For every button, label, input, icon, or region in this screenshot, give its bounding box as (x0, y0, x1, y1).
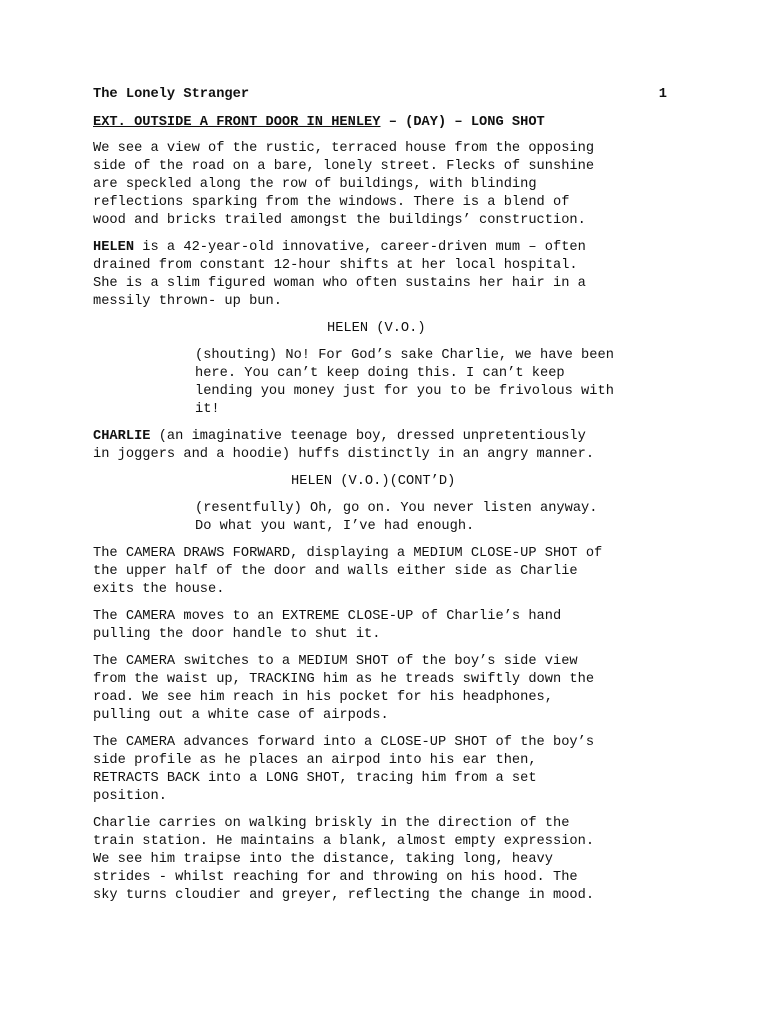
page-header (93, 86, 667, 104)
action-paragraph: Charlie carries on walking briskly in the direction of the train station. He maintains a blank, almost empty expression. We see him traipse into the distance, taking long, heavy strides - whilst reaching for and throwing on his hood. The sky turns cloudier and greyer, reflecting the change in mood. (93, 816, 595, 903)
action-paragraph: We see a view of the rustic, terraced house from the opposing side of the road on a bare, lonely street. Flecks of sunshine are speckled along the row of buildings, with blinding reflections sparking from the windows. There is a blend of wood and bricks trailed amongst the buildings’ construction. (93, 141, 595, 228)
action-paragraph: The CAMERA DRAWS FORWARD, displaying a MEDIUM CLOSE-UP SHOT of the upper half of the door and walls either side as Charlie exits the house. (93, 546, 603, 597)
character-description-helen: is a 42-year-old innovative, career-driven mum – often drained from constant 12-hour shifts at her local hospital. She is a slim figured woman who often sustains her hair in a messily thrown- up bun. (93, 240, 586, 309)
character-intro-helen (93, 239, 683, 311)
character-cue: HELEN (V.O.)(CONT’D) (291, 474, 456, 489)
dialogue-block: (shouting) No! For God’s sake Charlie, we have been here. You can’t keep doing this. I can’t keep lending you money just for you to be frivolous with it! (195, 348, 614, 417)
scene-time-shot: – (DAY) – LONG SHOT (380, 115, 545, 130)
character-intro-charlie (93, 428, 683, 464)
script-page (93, 86, 683, 914)
scene-location: EXT. OUTSIDE A FRONT DOOR IN HENLEY (93, 115, 381, 130)
action-paragraph: The CAMERA switches to a MEDIUM SHOT of the boy’s side view from the waist up, TRACKING him as he treads swiftly down the road. We see him reach in his pocket for his headphones, pulling out a white case of airpods. (93, 654, 595, 723)
character-cue: HELEN (V.O.) (327, 321, 426, 336)
scene-heading (93, 114, 683, 132)
character-name-charlie: CHARLIE (93, 429, 151, 444)
page-number: 1 (658, 87, 667, 102)
character-description-charlie: (an imaginative teenage boy, dressed unpretentiously in joggers and a hoodie) huffs distinctly in an angry manner. (93, 429, 595, 462)
dialogue-block: (resentfully) Oh, go on. You never listen anyway. Do what you want, I’ve had enough. (195, 501, 598, 534)
character-name-helen: HELEN (93, 240, 135, 255)
action-paragraph: The CAMERA moves to an EXTREME CLOSE-UP of Charlie’s hand pulling the door handle to shut it. (93, 609, 562, 642)
script-title: The Lonely Stranger (93, 87, 250, 102)
action-paragraph: The CAMERA advances forward into a CLOSE-UP SHOT of the boy’s side profile as he places an airpod into his ear then, RETRACTS BACK into a LONG SHOT, tracing him from a set position. (93, 735, 595, 804)
